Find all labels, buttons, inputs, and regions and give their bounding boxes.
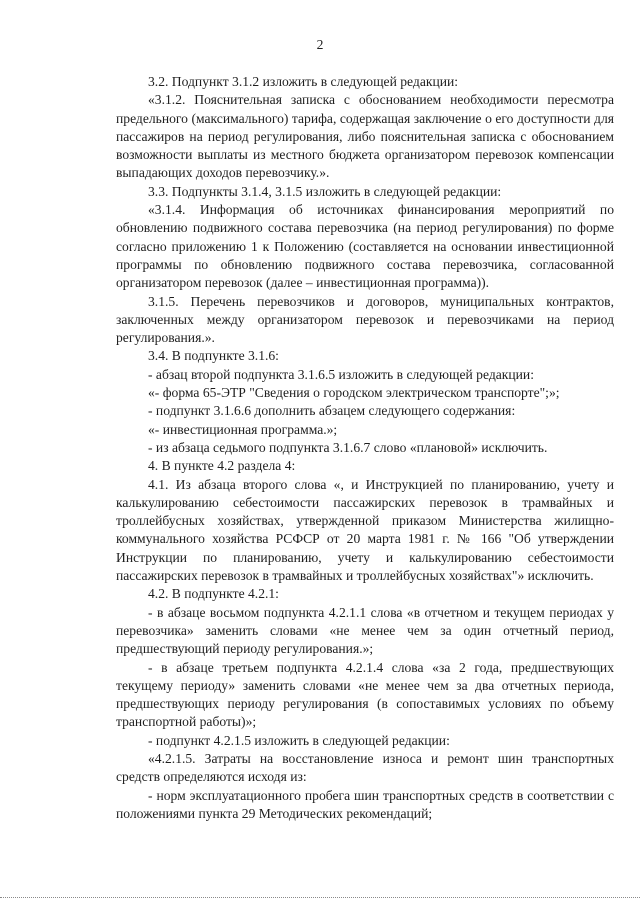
scan-bottom-edge [0,897,640,898]
document-body [116,73,614,823]
paragraph-4-2-1-4: - в абзаце третьем подпункта 4.2.1.4 слова «за 2 года, предшествующих текущему периоду» заменить словами «не менее чем за два отчетных периода, предшествующих периоду регулирования (в сопоставимых условиях по объему транспортной работы)»; [116,659,614,730]
paragraph-3-1-6-6: - подпункт 3.1.6.6 дополнить абзацем следующего содержания: [148,403,516,419]
paragraph-4-2-1-5-intro: - подпункт 4.2.1.5 изложить в следующей редакции: [148,732,450,748]
paragraph-3-1-4-quote: «3.1.4. Информация об источниках финансирования мероприятий по обновлению подвижного состава перевозчика (на период регулирования) по форме согласно приложению 1 к Положению (составляется на основании инвестиционной программы по обновлению подвижного состава перевозчика, согласованной организатором перевозок (далее – инвестиционная программа)). [116,202,614,291]
paragraph-4: 4. В пункте 4.2 раздела 4: [148,458,296,474]
page-number: 2 [316,37,324,52]
paragraph-tire-mileage-norms: - норм эксплуатационного пробега шин транспортных средств в соответствии с положениями пункта 29 Методических рекомендаций; [116,787,614,821]
paragraph-3-1-6-5: - абзац второй подпункта 3.1.6.5 изложить в следующей редакции: [148,366,534,382]
paragraph-4-2-1-1: - в абзаце восьмом подпункта 4.2.1.1 слова «в отчетном и текущем периодах у перевозчика» заменить словами «не менее чем за один отчетный период, предшествующий периоду регулирования.»; [116,604,614,657]
paragraph-3-1-6-7: - из абзаца седьмого подпункта 3.1.6.7 слово «плановой» исключить. [148,439,548,455]
paragraph-3-4: 3.4. В подпункте 3.1.6: [148,348,279,364]
paragraph-form-65-etr: «- форма 65-ЭТР "Сведения о городском электрическом транспорте";»; [148,385,560,401]
paragraph-3-3: 3.3. Подпункты 3.1.4, 3.1.5 изложить в следующей редакции: [148,183,502,199]
paragraph-4-2-1-5-quote: «4.2.1.5. Затраты на восстановление износа и ремонт шин транспортных средств определяются исходя из: [116,750,614,785]
paragraph-4-1: 4.1. Из абзаца второго слова «, и Инструкцией по планированию, учету и калькулированию себестоимости пассажирских перевозок в трамвайных и троллейбусных хозяйствах, утвержденной приказом Министерства жилищно-коммунального хозяйства РСФСР от 20 марта 1981 г. № 166 "Об утверждении Инструкции по планированию, учету и калькулированию себестоимости пассажирских перевозок в трамвайных и троллейбусных хозяйствах"» исключить. [116,476,614,584]
paragraph-3-2: 3.2. Подпункт 3.1.2 изложить в следующей редакции: [148,74,459,89]
paragraph-3-1-2-quote: «3.1.2. Пояснительная записка с обоснованием необходимости пересмотра предельного (максимального) тарифа, содержащая заключение о его доступности для пассажиров на период регулирования, либо пояснительная записка с обоснованием возможности выплаты из местного бюджета организатором перевозок компенсации выпадающих доходов перевозчику.». [116,92,614,181]
paragraph-3-1-5: 3.1.5. Перечень перевозчиков и договоров, муниципальных контрактов, заключенных между организатором перевозок и перевозчиками на период регулирования.». [116,293,614,346]
paragraph-4-2: 4.2. В подпункте 4.2.1: [148,586,279,602]
paragraph-investment-program: «- инвестиционная программа.»; [148,421,338,437]
